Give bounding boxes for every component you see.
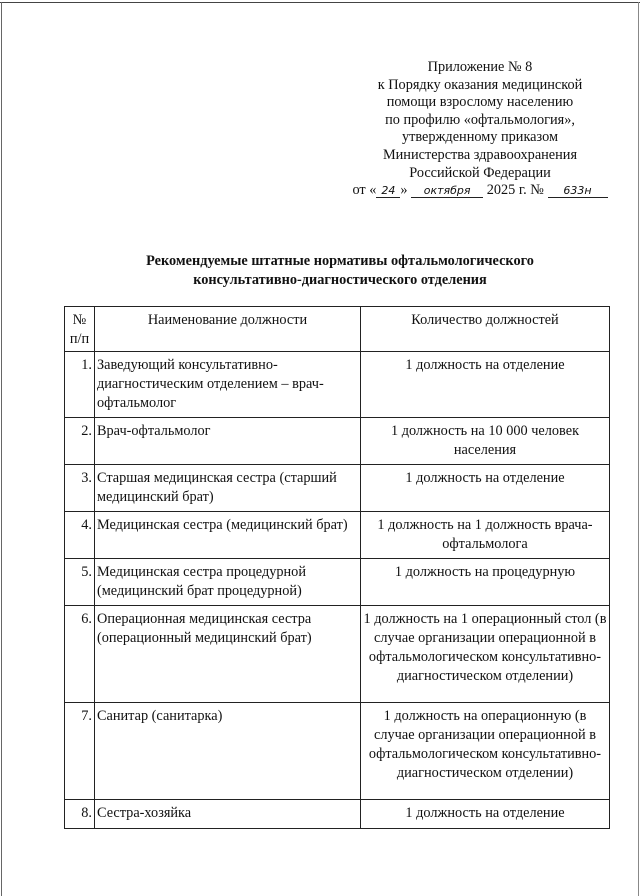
date-mid: » [400,182,408,199]
order-date-line [330,182,630,200]
appendix-line: к Порядку оказания медицинской [377,76,583,93]
table-row [65,800,610,829]
row-position: Сестра-хозяйка [95,800,361,829]
table-row [65,418,610,465]
table-row [65,512,610,559]
header-position: Наименование должности [95,307,361,352]
date-prefix: от « [352,182,377,199]
appendix-line: помощи взрослому населению [386,94,574,111]
row-position: Врач-офтальмолог [95,418,361,465]
appendix-block [330,59,630,200]
table-row [65,352,610,418]
row-position: Санитар (санитарка) [95,703,361,800]
header-quantity: Количество должностей [361,307,610,352]
row-position: Медицинская сестра (медицинский брат) [95,512,361,559]
document-title [60,252,620,290]
header-num: № п/п [65,307,95,352]
appendix-line: Российской Федерации [409,164,551,181]
row-num: 3. [65,465,95,512]
row-quantity: 1 должность на процедурную [361,559,610,606]
page-edge-left [1,2,2,896]
row-quantity: 1 должность на 1 операционный стол (в случае организации операционной в офтальмологическом консультативно-диагностическом отделении) [361,606,610,703]
row-num: 1. [65,352,95,418]
row-position: Заведующий консультативно-диагностическим отделением – врач-офтальмолог [95,352,361,418]
row-quantity: 1 должность на отделение [361,352,610,418]
appendix-line: Приложение № 8 [427,59,533,75]
appendix-line: по профилю «офтальмология», [385,111,575,128]
table-row [65,465,610,512]
staffing-table [64,306,610,829]
row-position: Старшая медицинская сестра (старший медицинский брат) [95,465,361,512]
table-row [65,606,610,703]
handwritten-order-number: 633н [548,185,608,198]
page-edge-right [638,2,639,896]
row-quantity: 1 должность на 10 000 человек населения [361,418,610,465]
table-row [65,559,610,606]
row-num: 5. [65,559,95,606]
appendix-line: Министерства здравоохранения [382,146,578,163]
table-header-row [65,307,610,352]
title-line: консультативно-диагностического отделения [193,272,487,288]
row-quantity: 1 должность на отделение [361,465,610,512]
row-num: 7. [65,703,95,800]
table-row [65,703,610,800]
date-year: 2025 г. № [486,182,544,199]
row-num: 6. [65,606,95,703]
handwritten-day: 24 [376,185,400,198]
row-num: 4. [65,512,95,559]
row-quantity: 1 должность на операционную (в случае организации операционной в офтальмологическом консультативно-диагностическом отделении) [361,703,610,800]
row-num: 2. [65,418,95,465]
row-quantity: 1 должность на отделение [361,800,610,829]
title-line: Рекомендуемые штатные нормативы офтальмологического [146,253,534,269]
page-edge-top [0,2,640,3]
handwritten-month: октября [411,185,483,198]
row-position: Медицинская сестра процедурной (медицинский брат процедурной) [95,559,361,606]
appendix-line: утвержденному приказом [401,129,559,146]
row-quantity: 1 должность на 1 должность врача-офтальмолога [361,512,610,559]
row-num: 8. [65,800,95,829]
row-position: Операционная медицинская сестра (операционный медицинский брат) [95,606,361,703]
